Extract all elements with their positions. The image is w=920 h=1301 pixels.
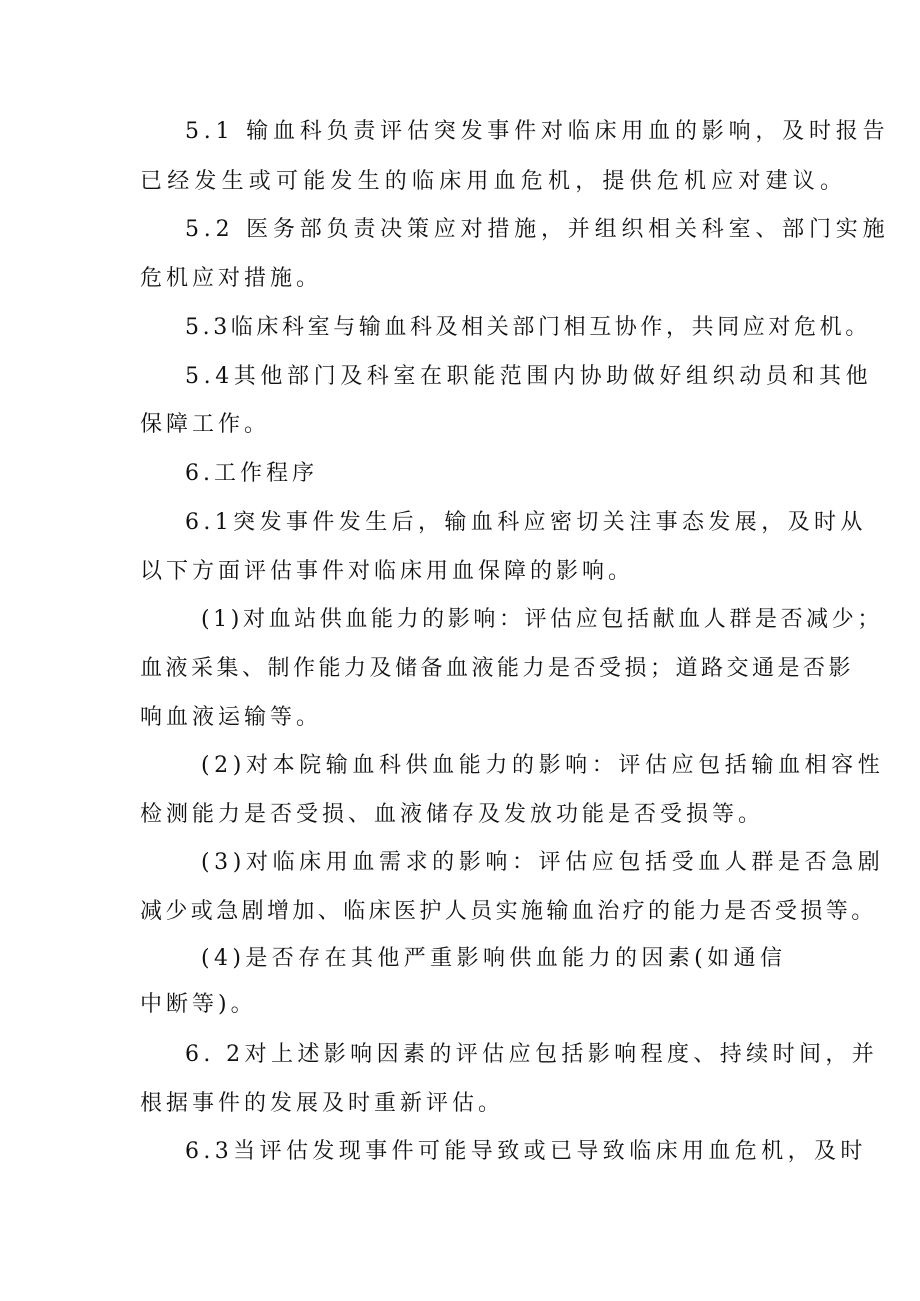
text-line: (3)对临床用血需求的影响：评估应包括受血人群是否急剧 [201, 850, 885, 875]
text-line: 检测能力是否受损、血液储存及发放功能是否受损等。 [140, 802, 765, 827]
section-heading: 6.工作程序 [185, 461, 318, 486]
text-line: 6.1突发事件发生后，输血科应密切关注事态发展，及时从 [185, 510, 867, 535]
text-line: 已经发生或可能发生的临床用血危机，提供危机应对建议。 [140, 169, 848, 194]
text-line: 根据事件的发展及时重新评估。 [140, 1091, 505, 1116]
text-line: 减少或急剧增加、临床医护人员实施输血治疗的能力是否受损等。 [140, 899, 877, 924]
text-line: 5.3临床科室与输血科及相关部门相互协作，共同应对危机。 [185, 315, 871, 340]
text-line: 中断等)。 [140, 992, 257, 1017]
text-line: (2)对本院输血科供血能力的影响：评估应包括输血相容性 [201, 753, 885, 778]
text-line: (1)对血站供血能力的影响：评估应包括献血人群是否减少； [201, 607, 883, 632]
text-line: 血液采集、制作能力及储备血液能力是否受损；道路交通是否影 [140, 656, 855, 681]
text-line: 6.3当评估发现事件可能导致或已导致临床用血危机，及时 [185, 1139, 867, 1164]
text-line: 5.1 输血科负责评估突发事件对临床用血的影响，及时报告 [185, 119, 890, 144]
text-line: 5.2 医务部负责决策应对措施，并组织相关科室、部门实施 [185, 217, 890, 242]
text-line: (4)是否存在其他严重影响供血能力的因素(如通信 [201, 946, 787, 971]
text-line: 以下方面评估事件对临床用血保障的影响。 [140, 559, 635, 584]
text-line: 6. 2对上述影响因素的评估应包括影响程度、持续时间，并 [185, 1042, 879, 1067]
text-line: 响血液运输等。 [140, 705, 323, 730]
text-line: 危机应对措施。 [140, 266, 323, 291]
text-line: 保障工作。 [140, 412, 271, 437]
text-line: 5.4其他部门及科室在职能范围内协助做好组织动员和其他 [185, 364, 873, 389]
